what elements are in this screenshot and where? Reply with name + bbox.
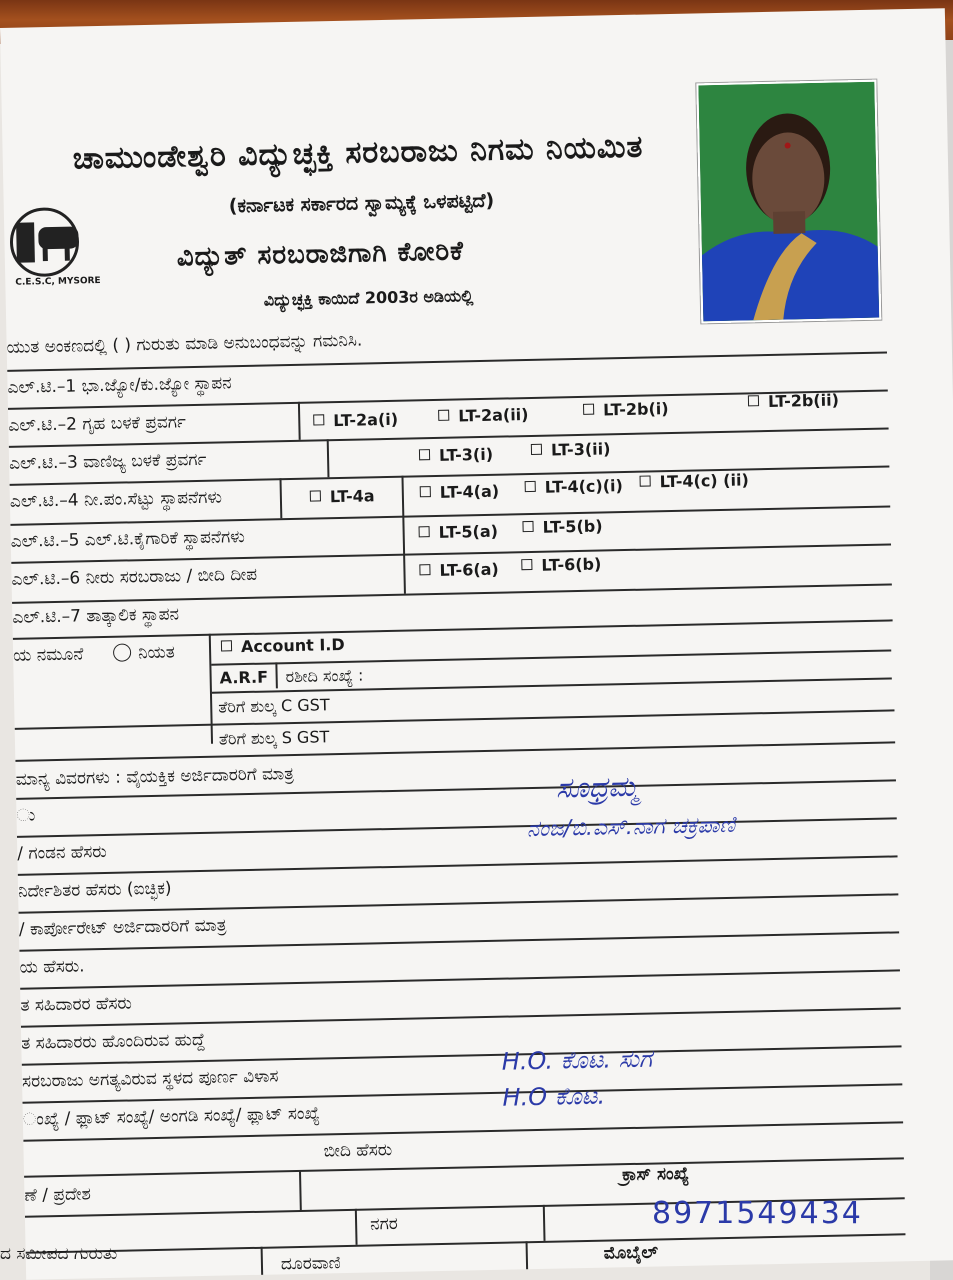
divider [299, 1170, 302, 1210]
father-handwritten: ನಂಜ/ಬಿ.ಎಸ್.ನಾಗ ಚಕ್ರಪಾಣಿ [526, 812, 736, 843]
divider [355, 1209, 358, 1245]
category-lt3: ಎಲ್.ಟಿ.–3 ವಾಣಿಜ್ಯ ಬಳಕೆ ಪ್ರವರ್ಗ [8, 449, 207, 474]
checkbox-lt-5-b[interactable]: LT-5(b) [522, 516, 602, 537]
tariff-option: ನಿಯತ [137, 642, 175, 664]
divider [401, 476, 405, 594]
form-title: ವಿದ್ಯುತ್ ಸರಬರಾಜಿಗಾಗಿ ಕೋರಿಕೆ [176, 236, 465, 273]
divider [275, 662, 278, 688]
checkbox-lt-2b-ii[interactable]: LT-2b(ii) [748, 391, 839, 412]
logo-text: C.E.S.C, MYSORE [15, 275, 101, 288]
divider [26, 1233, 906, 1253]
divider [15, 741, 895, 761]
category-lt4: ಎಲ್.ಟಿ.–4 ನೀ.ಪಂ.ಸೆಟ್ಟು ಸ್ಥಾಪನೆಗಳು [9, 487, 223, 512]
divider [261, 1247, 264, 1280]
category-lt2: ಎಲ್.ಟಿ.–2 ಗೃಹ ಬಳಕೆ ಪ್ರವರ್ಗ [8, 412, 186, 436]
address-handwritten-1: H.O. ಕೊಟ. ಸುಗ [501, 1044, 653, 1076]
category-lt1: ಎಲ್.ಟಿ.–1 ಭಾ.ಜ್ಯೋ/ಕು.ಜ್ಯೋ ಸ್ಥಾಪನ [7, 373, 232, 398]
checkbox-lt-6-b[interactable]: LT-6(b) [521, 555, 601, 576]
address-label: ಸರಬರಾಜು ಅಗತ್ಯವಿರುವ ಸ್ಥಳದ ಪೂರ್ಣ ವಿಳಾಸ [21, 1066, 279, 1092]
company-name-label: ಯ ಹೆಸರು. [19, 956, 85, 978]
mobile-handwritten: 8971549434 [652, 1196, 863, 1231]
divider [279, 478, 282, 518]
divider [15, 709, 895, 729]
checkbox-lt-6-a[interactable]: LT-6(a) [419, 560, 499, 581]
address-handwritten-2: H.O ಕೊಟ. [502, 1081, 606, 1112]
org-subtitle: (ಕರ್ನಾಟಕ ಸರ್ಕಾರದ ಸ್ವಾಮ್ಯಕ್ಕೆ ಒಳಪಟ್ಟಿದೆ) [228, 189, 495, 218]
application-form [0, 8, 953, 1280]
account-id-label: Account I.D [221, 635, 345, 657]
landmark-label: ದ ಸಮೀಪದ ಗುರುತು [0, 1244, 118, 1264]
name-label: ು [16, 805, 36, 826]
radio-niyata[interactable] [113, 643, 131, 661]
door-number-label: ಂಖ್ಯೆ / ಫ್ಲಾಟ್ ಸಂಖ್ಯೆ/ ಅಂಗಡಿ ಸಂಖ್ಯೆ/ ಫ್ಲಾಟ್ ಸಂಖ್ಯೆ [22, 1103, 321, 1130]
category-lt6: ಎಲ್.ಟಿ.–6 ನೀರು ಸರಬರಾಜು / ಬೀದಿ ದೀಪ [11, 564, 258, 590]
org-name: ಚಾಮುಂಡೇಶ್ವರಿ ವಿದ್ಯುಚ್ಛಕ್ತಿ ಸರಬರಾಜು ನಿಗಮ ನಿಯಮಿತ [72, 129, 644, 177]
checkbox-lt-5-a[interactable]: LT-5(a) [418, 522, 498, 543]
checkbox-lt-3-ii[interactable]: LT-3(ii) [531, 439, 611, 460]
arf-label: A.R.F [219, 667, 269, 688]
sgst-label: ತೆರಿಗೆ ಶುಲ್ಕ S GST [218, 727, 330, 749]
checkbox-lt-4a[interactable]: LT-4a [310, 486, 375, 506]
divider [18, 855, 898, 875]
instruction-text: ಯುತ ಅಂಕಣದಲ್ಲಿ ( ) ಗುರುತು ಮಾಡಿ ಅನುಬಂಧವನ್ನು ಗಮನಿಸಿ. [6, 330, 363, 358]
category-lt5: ಎಲ್.ಟಿ.–5 ಎಲ್.ಟಿ.ಕೈಗಾರಿಕೆ ಸ್ಥಾಪನೆಗಳು [10, 526, 246, 552]
general-heading: ಮಾನ್ಯ ವಿವರಗಳು : ವೈಯಕ್ತಿಕ ಅರ್ಜಿದಾರರಿಗೆ ಮಾತ್ರ [15, 764, 295, 790]
divider [21, 1007, 901, 1027]
category-lt7: ಎಲ್.ಟಿ.–7 ತಾತ್ಕಾಲಿಕ ಸ್ಥಾಪನ [12, 604, 180, 628]
divider [17, 817, 897, 837]
divider [20, 969, 900, 989]
divider [543, 1205, 546, 1241]
divider [298, 402, 301, 440]
street-label: ಬೀದಿ ಹೆಸರು [323, 1140, 393, 1162]
divider [24, 1157, 904, 1177]
receipt-label: ರಶೀದಿ ಸಂಖ್ಯೆ : [285, 665, 364, 687]
name-handwritten: ಸೂಧ್ರಮ್ಮ [555, 769, 639, 805]
signatory-name-label: ತ ಸಹಿದಾರರ ಹೆಸರು [20, 993, 133, 1016]
cgst-label: ತೆರಿಗೆ ಶುಲ್ಕ C GST [218, 695, 330, 717]
phone-label: ದೂರವಾಣಿ [280, 1253, 341, 1275]
checkbox-lt-2a-ii[interactable]: LT-2a(ii) [438, 405, 529, 426]
divider [327, 439, 330, 477]
applicant-photo [696, 80, 881, 324]
checkbox-lt-4-a[interactable]: LT-4(a) [420, 482, 500, 503]
signatory-post-label: ತ ಸಹಿದಾರರು ಹೊಂದಿರುವ ಹುದ್ದೆ [21, 1029, 206, 1054]
nominee-label: ನಿರ್ದೇಶಿತರ ಹೆಸರು (ಐಚ್ಛಿಕ) [17, 878, 172, 902]
tariff-label: ಯ ನಮೂನೆ [12, 644, 84, 666]
divider [209, 634, 213, 744]
checkbox-lt-3-i[interactable]: LT-3(i) [419, 445, 493, 466]
area-label: ಣೆ / ಪ್ರದೇಶ [24, 1184, 92, 1206]
checkbox-lt-4-c-ii[interactable]: LT-4(c) (ii) [639, 470, 749, 491]
checkbox-lt-4-c-i[interactable]: LT-4(c)(i) [525, 476, 623, 497]
father-label: / ಗಂಡನ ಹೆಸರು [17, 841, 107, 864]
act-line: ವಿದ್ಯುಚ್ಛಕ್ತಿ ಕಾಯಿದೆ 2003ರ ಅಡಿಯಲ್ಲಿ [263, 286, 474, 310]
checkbox-lt-2a-i[interactable]: LT-2a(i) [313, 410, 398, 431]
cesc-logo [6, 196, 88, 288]
checkbox-lt-2b-i[interactable]: LT-2b(i) [583, 399, 669, 420]
cross-label: ಕ್ರಾಸ್ ಸಂಖ್ಯೆ [621, 1163, 690, 1186]
divider [526, 1241, 529, 1279]
corporate-heading: / ಕಾರ್ಪೋರೇಟ್ ಅರ್ಜಿದಾರರಿಗೆ ಮಾತ್ರ [18, 915, 227, 940]
city-label: ನಗರ [369, 1213, 398, 1235]
mobile-label: ಮೊಬೈಲ್ [603, 1242, 659, 1264]
